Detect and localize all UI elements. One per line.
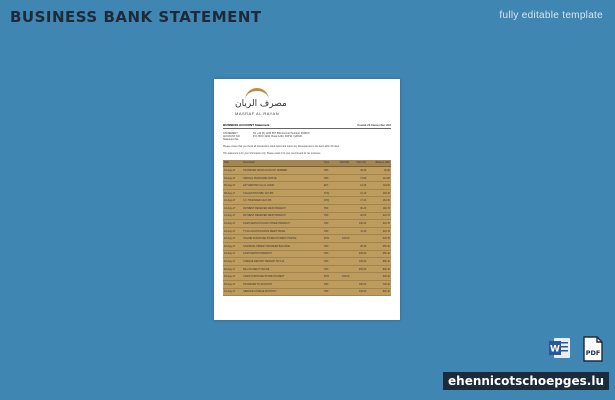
table-cell: 30-Aug-17 — [223, 281, 242, 289]
table-row — [223, 197, 391, 205]
svg-text:W: W — [550, 344, 560, 355]
table-cell: 802.10 — [367, 288, 391, 296]
info-value: Tel +44 (0) 1234 567 890 Account Number 2045XX — [253, 132, 310, 135]
table-row — [223, 265, 391, 273]
statement-header-left: BUSINESS ACCOUNT Statement — [223, 123, 270, 127]
table-row — [223, 182, 391, 190]
table-cell: 26-Aug-17 — [223, 258, 242, 266]
logo-english: MASRAF AL RAYAN — [235, 111, 280, 116]
table-row — [223, 288, 391, 296]
table-cell: CASH DEPOSIT DAVID STREET BRANCH — [242, 220, 323, 228]
table-cell: TRF — [323, 220, 334, 228]
table-cell: EFT — [323, 182, 334, 190]
statement-info — [223, 132, 391, 142]
table-cell: 200.00 — [334, 273, 351, 281]
table-cell: EFT DEPOSIT ALI AL JASIM — [242, 182, 323, 190]
table-cell — [334, 197, 351, 205]
table-cell: 21.10 — [350, 189, 367, 197]
table-cell: 602.10 — [367, 273, 391, 281]
table-cell: 312.70 — [367, 220, 391, 228]
table-cell: 250.00 — [350, 265, 367, 273]
info-label: STATEMENT — [223, 132, 238, 135]
table-cell: 18-Aug-17 — [223, 227, 242, 235]
table-row — [223, 243, 391, 251]
table-cell: 20-Aug-17 — [223, 235, 242, 243]
table-cell: CARD PURCHASE STORE PAYMENT — [242, 273, 323, 281]
table-header-row — [223, 160, 391, 167]
table-cell: 12.20 — [350, 182, 367, 190]
table-cell: 145.10 — [367, 189, 391, 197]
column-header: Balance (CR) — [367, 160, 391, 167]
table-cell: CHEQUE DEPOSIT BRANCH NO 123 — [242, 258, 323, 266]
table-row — [223, 167, 391, 175]
table-cell: 05-Aug-17 — [223, 182, 242, 190]
table-cell: 40.00 — [350, 167, 367, 175]
table-cell: 17.20 — [350, 197, 367, 205]
table-cell: TT ALLOCATION FROM REMITTANCE — [242, 227, 323, 235]
table-cell: TRF — [323, 258, 334, 266]
table-cell: 452.10 — [367, 250, 391, 258]
column-header: Paid (Dr) — [334, 160, 351, 167]
table-row — [223, 174, 391, 182]
table-cell: 30.40 — [350, 205, 367, 213]
transactions-table — [223, 160, 391, 297]
table-cell: 702.10 — [367, 281, 391, 289]
table-cell: 10-Aug-17 — [223, 197, 242, 205]
table-cell — [334, 281, 351, 289]
statement-header — [223, 123, 391, 129]
table-cell — [334, 212, 351, 220]
table-cell: STANDING ORDER TRANSFER BALANCE — [242, 243, 323, 251]
table-cell: 28-Aug-17 — [223, 265, 242, 273]
table-row — [223, 212, 391, 220]
table-cell: 100.00 — [334, 235, 351, 243]
logo-arabic: مصرف الريان — [235, 99, 287, 109]
pdf-label: PDF — [585, 349, 601, 357]
table-cell: CHQ — [323, 197, 334, 205]
table-cell: 28.40 — [350, 243, 367, 251]
table-cell — [334, 167, 351, 175]
table-cell — [334, 258, 351, 266]
bank-logo — [223, 87, 391, 121]
table-cell: TRF — [323, 250, 334, 258]
table-cell: 124.00 — [367, 182, 391, 190]
table-cell: 14-Aug-17 — [223, 212, 242, 220]
table-cell — [350, 235, 367, 243]
table-cell — [334, 227, 351, 235]
table-cell: 111.80 — [367, 174, 391, 182]
table-cell — [334, 174, 351, 182]
table-cell: ONLINE PURCHASE STORE PAYMENT PORTAL — [242, 235, 323, 243]
table-cell: 31-Aug-17 — [223, 288, 242, 296]
table-cell: TRF — [323, 174, 334, 182]
table-cell: 252.10 — [367, 243, 391, 251]
info-value: P.O. BOX 1234, Road 1234, DOHA, QATAR — [253, 135, 302, 139]
table-cell: POS — [323, 235, 334, 243]
statement-header-right: Kuwait 21 December 202 — [357, 123, 391, 127]
table-cell: TRF — [323, 281, 334, 289]
watermark-badge: ehennicotschoepges.lu — [443, 372, 609, 390]
table-cell: 01-Aug-17 — [223, 167, 242, 175]
table-cell: TRF — [323, 288, 334, 296]
table-cell: CASH DEPOSIT BRANCH — [242, 250, 323, 258]
table-cell: TRF — [323, 167, 334, 175]
table-cell: 100.00 — [350, 281, 367, 289]
table-cell: SERVICE CHARGE MONTHLY — [242, 288, 323, 296]
table-cell: 212.70 — [367, 212, 391, 220]
table-cell: TRANSFER FROM ACCOUNT NUMBER — [242, 167, 323, 175]
page-title: BUSINESS BANK STATEMENT — [10, 8, 262, 26]
table-row — [223, 227, 391, 235]
table-cell: 08-Aug-17 — [223, 189, 242, 197]
table-cell: TRF — [323, 212, 334, 220]
info-label: ACCOUNT NO — [223, 135, 240, 139]
table-cell — [334, 205, 351, 213]
transactions-body — [223, 167, 391, 296]
table-cell — [334, 243, 351, 251]
statement-document — [214, 79, 400, 320]
table-cell — [334, 189, 351, 197]
table-row — [223, 281, 391, 289]
table-cell: 12-Aug-17 — [223, 205, 242, 213]
table-cell: TRF — [323, 243, 334, 251]
table-cell: 29-Aug-17 — [223, 273, 242, 281]
table-cell: PAYMENT RECEIVED WEST BRANCH — [242, 205, 323, 213]
table-cell: 323.70 — [367, 227, 391, 235]
column-header: Paid (Cr) — [350, 160, 367, 167]
table-cell: 24-Aug-17 — [223, 250, 242, 258]
table-cell: 223.70 — [367, 235, 391, 243]
table-cell — [334, 250, 351, 258]
table-cell: 20.00 — [350, 212, 367, 220]
column-header: Type — [323, 160, 334, 167]
table-cell: C.C TRANSFER 0123 456 — [242, 197, 323, 205]
table-cell: 22-Aug-17 — [223, 243, 242, 251]
table-row — [223, 220, 391, 228]
table-cell: POS — [323, 273, 334, 281]
table-cell: 100.00 — [350, 288, 367, 296]
table-cell: 11.00 — [350, 227, 367, 235]
table-cell: 162.30 — [367, 197, 391, 205]
table-cell: 100.00 — [350, 220, 367, 228]
table-row — [223, 205, 391, 213]
table-cell — [334, 220, 351, 228]
info-label: Statement No — [223, 138, 239, 142]
word-file-icon[interactable] — [548, 336, 572, 360]
table-row — [223, 273, 391, 281]
table-cell: PAYMENT RECEIVED WEST BRANCH — [242, 212, 323, 220]
table-cell: 16-Aug-17 — [223, 220, 242, 228]
table-cell — [334, 182, 351, 190]
statement-note-2: This statement is for your information only. Please retain it for your records and for tax purposes. — [223, 152, 321, 155]
table-cell — [334, 265, 351, 273]
column-header: Description — [242, 160, 323, 167]
table-cell: TRF — [323, 227, 334, 235]
table-cell: 200.00 — [350, 250, 367, 258]
table-cell: BILL PAYMENT ONLINE — [242, 265, 323, 273]
table-row — [223, 235, 391, 243]
table-cell: COLLECTION NBK 123 456 — [242, 189, 323, 197]
table-row — [223, 250, 391, 258]
table-cell: 03-Aug-17 — [223, 174, 242, 182]
table-cell: 552.10 — [367, 258, 391, 266]
table-cell: 71.80 — [350, 174, 367, 182]
table-cell: TRANSFER TO ACCOUNT — [242, 281, 323, 289]
table-cell: TRF — [323, 265, 334, 273]
column-header: Date — [223, 160, 242, 167]
statement-note-1: Please ensure that you check all transactions listed below and report any discrepancies to the bank within 30 days. — [223, 145, 340, 148]
table-row — [223, 258, 391, 266]
table-cell: 40.00 — [367, 167, 391, 175]
table-cell — [334, 288, 351, 296]
table-cell: TRF — [323, 205, 334, 213]
table-cell: CHQ — [323, 189, 334, 197]
table-cell: SPECIAL PURCHASE OFFICE — [242, 174, 323, 182]
pdf-file-icon[interactable] — [582, 336, 604, 362]
table-cell: 192.70 — [367, 205, 391, 213]
page-subtitle: fully editable template — [499, 10, 603, 21]
table-cell — [350, 273, 367, 281]
table-cell: 802.10 — [367, 265, 391, 273]
table-cell: 100.00 — [350, 258, 367, 266]
table-row — [223, 189, 391, 197]
